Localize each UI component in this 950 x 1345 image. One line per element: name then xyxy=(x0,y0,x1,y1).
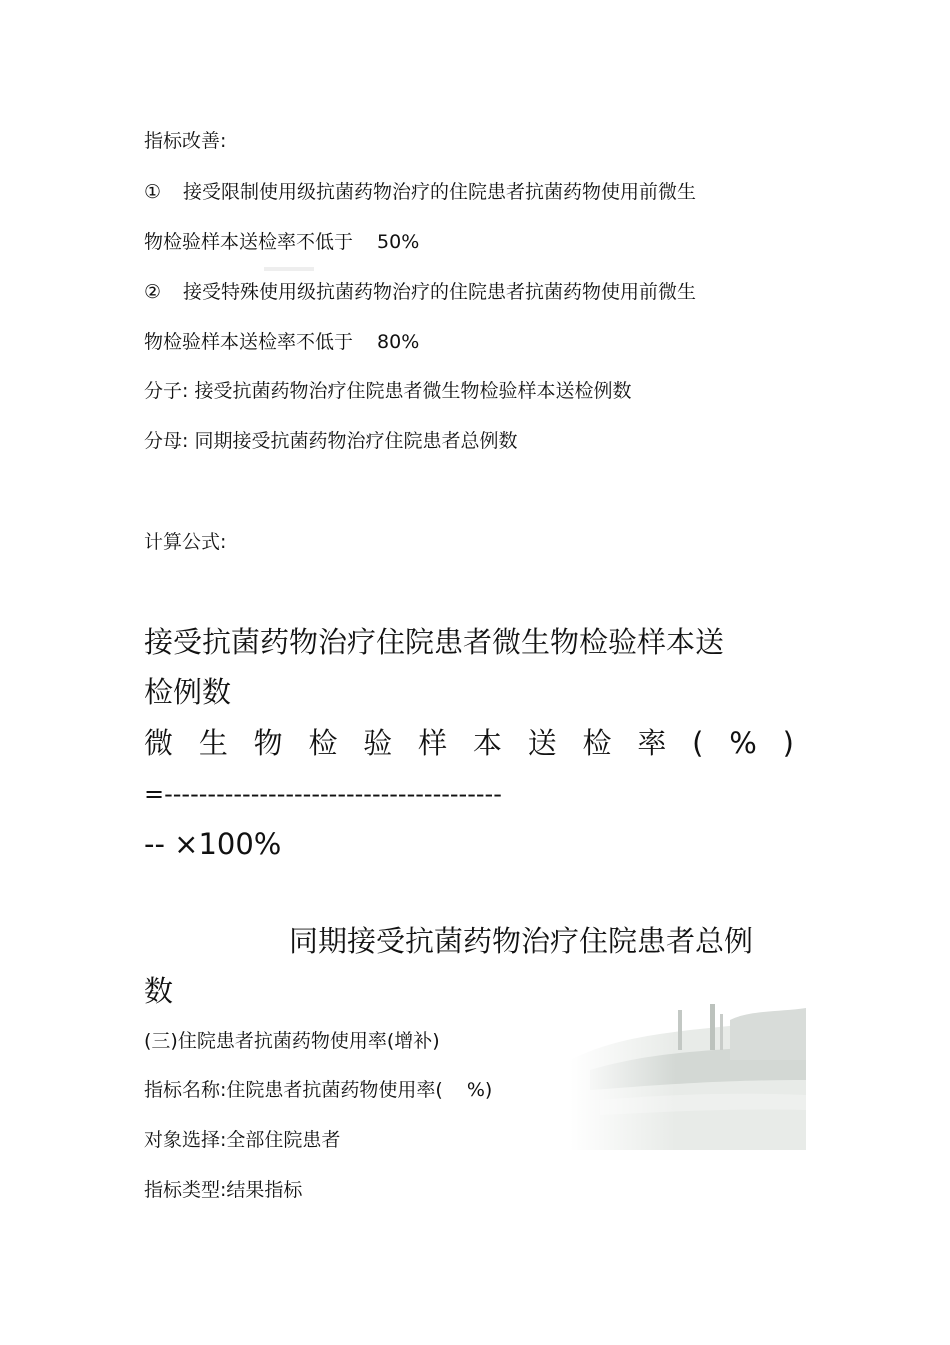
item1-line1 xyxy=(144,180,696,204)
object-selection-label: 对象选择: xyxy=(144,1129,227,1151)
item1-number: ① xyxy=(144,181,162,203)
item1-threshold: 50% xyxy=(377,231,420,253)
rate-char: ) xyxy=(782,726,794,760)
rate-char: ( xyxy=(692,726,704,760)
item1-text-line1: 接受限制使用级抗菌药物治疗的住院患者抗菌药物使用前微生 xyxy=(183,181,697,203)
item2-line2 xyxy=(144,330,419,354)
rate-char: 检 xyxy=(582,726,612,760)
rate-char: 样 xyxy=(418,726,448,760)
rate-char: 微 xyxy=(144,726,174,760)
landscape-watermark-image xyxy=(570,1000,806,1150)
rate-char: % xyxy=(729,726,757,760)
object-selection-value: 全部住院患者 xyxy=(226,1129,341,1151)
formula-numerator-line2: 检例数 xyxy=(144,675,232,709)
object-selection-row xyxy=(144,1128,340,1152)
indicator-type-label: 指标类型: xyxy=(144,1179,227,1201)
rate-char: 本 xyxy=(472,726,502,760)
indicator-type-value: 结果指标 xyxy=(226,1179,303,1201)
item1-text-line2: 物检验样本送检率不低于 xyxy=(144,231,354,253)
item2-threshold: 80% xyxy=(377,331,420,353)
rate-char: 检 xyxy=(308,726,338,760)
indicator-type-row xyxy=(144,1178,302,1202)
rate-char: 验 xyxy=(363,726,393,760)
formula-fraction-bar: =--------------------------------------- xyxy=(144,780,502,808)
rate-char: 送 xyxy=(527,726,557,760)
indicator-name-label: 指标名称: xyxy=(144,1079,227,1101)
denominator-definition: 分母: 同期接受抗菌药物治疗住院患者总例数 xyxy=(144,430,518,452)
indicator-name-row xyxy=(144,1078,492,1102)
indicator-name-unit: %) xyxy=(466,1079,493,1101)
numerator-definition: 分子: 接受抗菌药物治疗住院患者微生物检验样本送检例数 xyxy=(144,380,632,402)
item2-text-line1: 接受特殊使用级抗菌药物治疗的住院患者抗菌药物使用前微生 xyxy=(183,281,697,303)
section3-title: (三)住院患者抗菌药物使用率(增补) xyxy=(144,1030,440,1052)
faint-stamp-mark xyxy=(260,262,320,276)
formula-numerator-line1: 接受抗菌药物治疗住院患者微生物检验样本送 xyxy=(144,625,725,659)
formula-denominator-line1: 同期接受抗菌药物治疗住院患者总例 xyxy=(289,924,754,958)
improvement-heading: 指标改善: xyxy=(144,130,227,152)
formula-rate-label xyxy=(144,725,794,761)
formula-multiplier: -- ×100% xyxy=(144,827,282,861)
indicator-name-value: 住院患者抗菌药物使用率( xyxy=(226,1079,443,1101)
rate-char: 物 xyxy=(253,726,283,760)
formula-heading: 计算公式: xyxy=(144,531,227,553)
item2-number: ② xyxy=(144,281,162,303)
rate-char: 率 xyxy=(637,726,667,760)
item2-line1 xyxy=(144,280,696,304)
formula-denominator-line2: 数 xyxy=(144,974,174,1008)
item1-line2 xyxy=(144,230,419,254)
rate-char: 生 xyxy=(198,726,228,760)
item2-text-line2: 物检验样本送检率不低于 xyxy=(144,331,354,353)
